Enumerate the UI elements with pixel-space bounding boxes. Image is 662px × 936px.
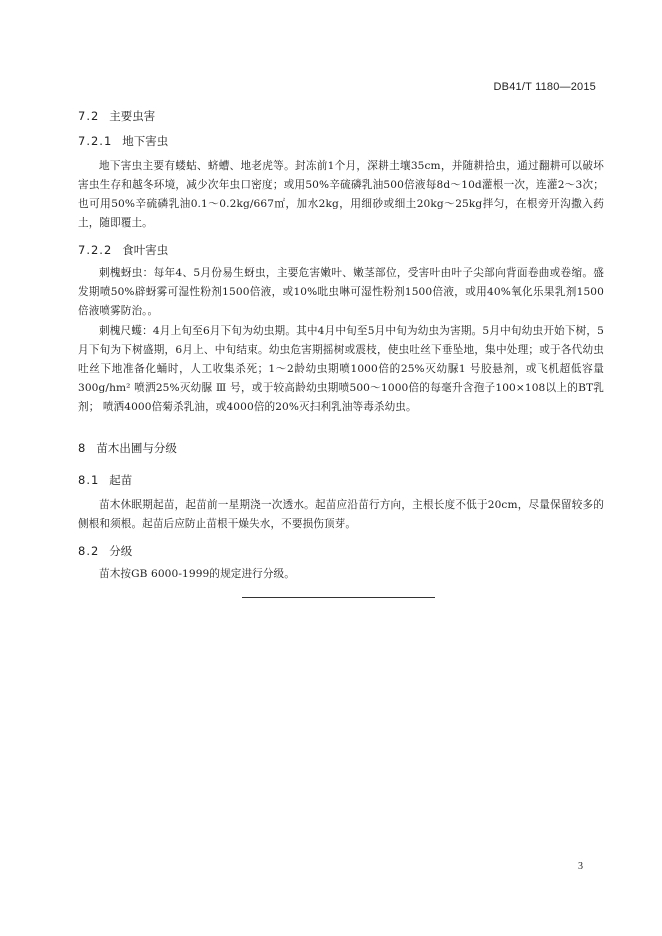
heading-number: 7.2.1 <box>78 134 113 148</box>
heading-number: 7.2.2 <box>78 243 113 257</box>
heading-number: 8.1 <box>78 473 100 487</box>
heading-number: 8.2 <box>78 544 100 558</box>
heading-number: 7.2 <box>78 109 100 123</box>
heading-number: 8 <box>78 441 87 455</box>
heading-8-2 <box>78 543 604 559</box>
heading-8-1 <box>78 472 604 488</box>
paragraph-underground-pests: 地下害虫主要有蝼蛄、蛴螬、地老虎等。封冻前1个月，深耕土壤35cm，并随耕拾虫，通过翻耕可以破坏害虫生存和越冬环境，减少次年虫口密度；或用50%辛硫磷乳油500倍液每8d～10d灌根一次，连灌2～3次；也可用50%辛硫磷乳油0.1～0.2kg/667㎡，加水2kg，用细砂或细土20kg～25kg拌匀，在根旁开沟撒入药土，随即覆土。 <box>78 160 604 229</box>
heading-title: 起苗 <box>109 473 133 487</box>
paragraph-aphids: 刺槐蚜虫：每年4、5月份易生蚜虫，主要危害嫩叶、嫩茎部位，受害叶由叶子尖部向背面卷曲或卷缩。盛发期喷50%辟蚜雾可湿性粉剂1500倍液，或10%吡虫啉可湿性粉剂1500倍液，或用40%氧化乐果乳剂1500倍液喷雾防治。。 <box>78 267 604 317</box>
heading-8 <box>78 440 604 456</box>
end-rule <box>242 597 435 598</box>
paragraph-grading: 苗木按GB 6000-1999的规定进行分级。 <box>99 568 295 580</box>
page-number: 3 <box>578 861 583 872</box>
paragraph-looper: 刺槐尺蠖：4月上旬至6月下旬为幼虫期。其中4月中旬至5月中旬为幼虫为害期。5月中旬幼虫开始下树，5月下旬为下树盛期，6月上、中旬结束。幼虫危害期摇树或震枝，使虫吐丝下垂坠地，集中处理；或于各代幼虫吐丝下地准备化蛹时，人工收集杀死；1～2龄幼虫期喷1000倍的25%灭幼脲1 号胶悬剂，或飞机超低容量300g/hm² 喷洒25%灭幼脲 Ⅲ 号，或于较高龄幼虫期喷500～1000倍的每毫升含孢子100×108以上的BT乳剂； 喷洒4000倍菊杀乳油，或4000倍的20%灭扫利乳油等毒杀幼虫。 <box>78 325 604 413</box>
heading-7-2-2 <box>78 242 604 258</box>
document-body <box>78 108 604 584</box>
heading-title: 分级 <box>109 544 133 558</box>
paragraph-lifting: 苗木休眠期起苗，起苗前一星期浇一次透水。起苗应沿苗行方向，主根长度不低于20cm，尽量保留较多的侧根和须根。起苗后应防止苗根干燥失水，不要损伤顶芽。 <box>78 499 604 530</box>
heading-title: 主要虫害 <box>109 109 156 123</box>
heading-title: 食叶害虫 <box>122 243 169 257</box>
heading-title: 地下害虫 <box>122 134 169 148</box>
heading-7-2 <box>78 108 604 124</box>
standard-code: DB41/T 1180—2015 <box>493 81 596 93</box>
heading-title: 苗木出圃与分级 <box>96 441 177 455</box>
heading-7-2-1 <box>78 133 604 149</box>
